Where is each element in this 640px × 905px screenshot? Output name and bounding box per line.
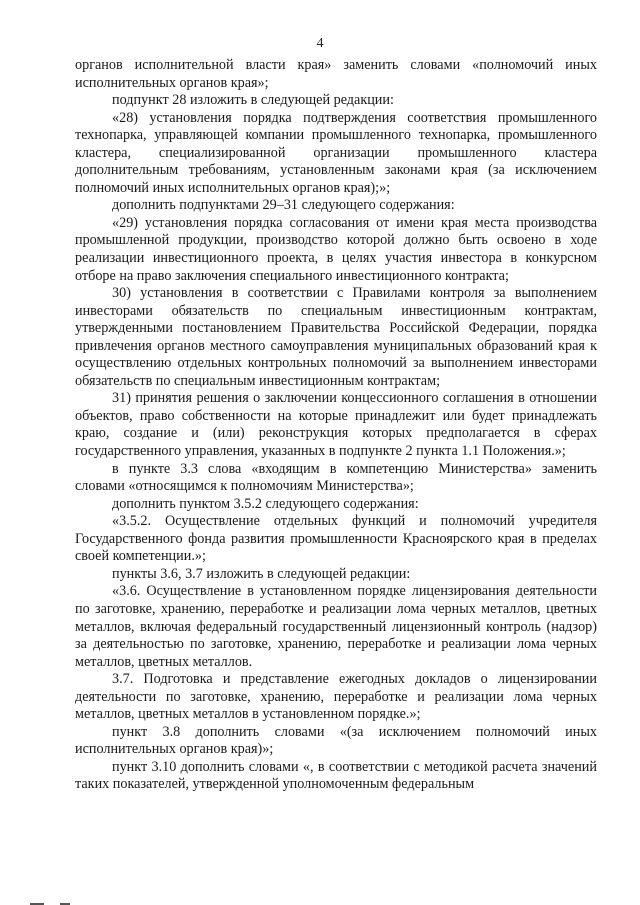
- paragraph: подпункт 28 изложить в следующей редакции:: [112, 92, 394, 109]
- paragraph: «3.5.2. Осуществление отдельных функций и полномочий учредителя Государственного фонда развития промышленности Красноярского края в пределах своей компетенции.»;: [75, 513, 597, 565]
- document-body: [75, 57, 597, 794]
- paragraph: дополнить пунктом 3.5.2 следующего содержания:: [112, 495, 419, 512]
- paragraph: «3.6. Осуществление в установленном порядке лицензирования деятельности по заготовке, хранению, переработке и реализации лома черных металлов, цветных металлов, включая федеральный государственный лицензионный контроль (надзор) за деятельностью по заготовке, хранению, переработке и реализации лома черных металлов, цветных металлов.: [75, 583, 597, 670]
- paragraph: 30) установления в соответствии с Правилами контроля за выполнением инвесторами обязательств по специальным инвестиционным контрактам, утвержденными постановлением Правительства Российской Федерации, порядка привлечения органов местного самоуправления муниципальных образований края к осуществлению отдельных контрольных полномочий за выполнением инвесторами обязательств по специальным инвестиционным контрактам;: [75, 285, 597, 389]
- paragraph: дополнить подпунктами 29–31 следующего содержания:: [112, 197, 455, 214]
- paragraph: пункты 3.6, 3.7 изложить в следующей редакции:: [112, 565, 411, 582]
- paragraph-continuation: органов исполнительной власти края» заменить словами «полномочий иных исполнительных органов края»;: [75, 57, 597, 91]
- paragraph: 3.7. Подготовка и представление ежегодных докладов о лицензировании деятельности по заготовке, хранению, переработке и реализации лома черных металлов, цветных металлов в установленном порядке.»;: [75, 671, 597, 723]
- paragraph: «28) установления порядка подтверждения соответствия промышленного технопарка, управляющей компании промышленного технопарка, промышленного кластера, специализированной организации промышленного кластера дополнительным требованиям, установленным законами края (за исключением полномочий иных исполнительных органов края);»;: [75, 109, 597, 196]
- paragraph: в пункте 3.3 слова «входящим в компетенцию Министерства» заменить словами «относящимся к полномочиям Министерства»;: [75, 460, 597, 495]
- paragraph: 31) принятия решения о заключении концессионного соглашения в отношении объектов, право собственности на которые принадлежит или будет принадлежать краю, создание и (или) реконструкция которых предполагается в сферах государственного управления, указанных в подпункте 2 пункта 1.1 Положения.»;: [75, 390, 597, 460]
- paragraph: пункт 3.8 дополнить словами «(за исключением полномочий иных исполнительных органов края)»;: [75, 723, 597, 758]
- paragraph: «29) установления порядка согласования от имени края места производства промышленной продукции, производство которой должно быть освоено в ходе реализации инвестиционного проекта, в целях участия инвестора в конкурсном отборе на право заключения специального инвестиционного контракта;: [75, 214, 597, 284]
- page-number: 4: [316, 36, 324, 51]
- paragraph: пункт 3.10 дополнить словами «, в соответствии с методикой расчета значений таких показателей, утвержденной уполномоченным федеральным: [75, 758, 597, 793]
